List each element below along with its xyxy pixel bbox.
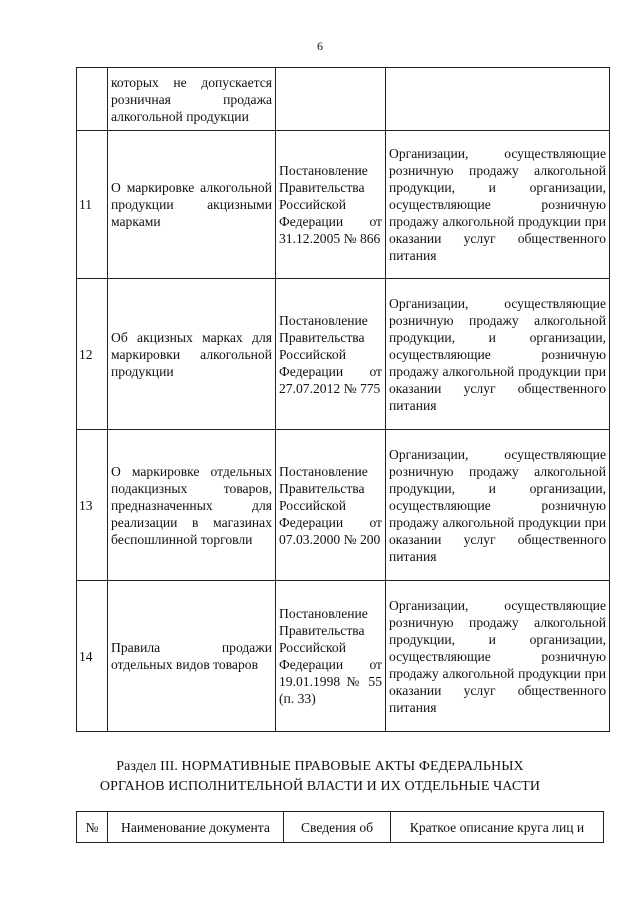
- page-number: 6: [317, 39, 323, 53]
- row-number-cell: [77, 68, 108, 131]
- section-title-line-1: Раздел III. НОРМАТИВНЫЕ ПРАВОВЫЕ АКТЫ ФЕДЕРАЛЬНЫХ: [116, 759, 524, 774]
- document-ref-cell: Постановление Правительства Российской Федерации от 31.12.2005 № 866: [276, 131, 386, 279]
- document-name-cell: которых не допускается розничная продажа алкогольной продукции: [108, 68, 276, 131]
- section-title: [0, 757, 640, 797]
- document-name-cell: О маркировке отдельных подакцизных товаров, предназначенных для реализации в магазинах беспошлинной торговли: [108, 430, 276, 581]
- header-num-cell: №: [77, 812, 108, 843]
- document-ref-cell: Постановление Правительства Российской Федерации от 27.07.2012 № 775: [276, 279, 386, 430]
- row-number-cell: 13: [77, 430, 108, 581]
- section-table: [76, 811, 604, 843]
- section-title-line-2: ОРГАНОВ ИСПОЛНИТЕЛЬНОЙ ВЛАСТИ И ИХ ОТДЕЛЬНЫЕ ЧАСТИ: [99, 779, 541, 794]
- table-row: [77, 68, 610, 131]
- requirements-table: [76, 67, 610, 732]
- document-ref-cell: Постановление Правительства Российской Федерации от 19.01.1998 № 55 (п. 33): [276, 581, 386, 732]
- header-info-cell: Сведения об: [284, 812, 391, 843]
- persons-cell: Организации, осуществляющие розничную продажу алкогольной продукции, и организации, осуществляющие розничную продажу алкогольной продукции при оказании услуг общественного питания: [386, 430, 610, 581]
- header-name-cell: Наименование документа: [108, 812, 284, 843]
- persons-cell: Организации, осуществляющие розничную продажу алкогольной продукции, и организации, осуществляющие розничную продажу алкогольной продукции при оказании услуг общественного питания: [386, 131, 610, 279]
- document-ref-cell: Постановление Правительства Российской Федерации от 07.03.2000 № 200: [276, 430, 386, 581]
- document-name-cell: О маркировке алкогольной продукции акцизными марками: [108, 131, 276, 279]
- header-desc-cell: Краткое описание круга лиц и: [391, 812, 604, 843]
- table-row: [77, 131, 610, 279]
- document-name-cell: Об акцизных марках для маркировки алкогольной продукции: [108, 279, 276, 430]
- row-number-cell: 14: [77, 581, 108, 732]
- row-number-cell: 11: [77, 131, 108, 279]
- document-name-cell: Правила продажи отдельных видов товаров: [108, 581, 276, 732]
- persons-cell: Организации, осуществляющие розничную продажу алкогольной продукции, и организации, осуществляющие розничную продажу алкогольной продукции при оказании услуг общественного питания: [386, 581, 610, 732]
- row-number-cell: 12: [77, 279, 108, 430]
- table-row: [77, 279, 610, 430]
- table-header-row: [77, 812, 604, 843]
- persons-cell: Организации, осуществляющие розничную продажу алкогольной продукции, и организации, осуществляющие розничную продажу алкогольной продукции при оказании услуг общественного питания: [386, 279, 610, 430]
- persons-cell: [386, 68, 610, 131]
- table-row: [77, 430, 610, 581]
- document-ref-cell: [276, 68, 386, 131]
- table-row: [77, 581, 610, 732]
